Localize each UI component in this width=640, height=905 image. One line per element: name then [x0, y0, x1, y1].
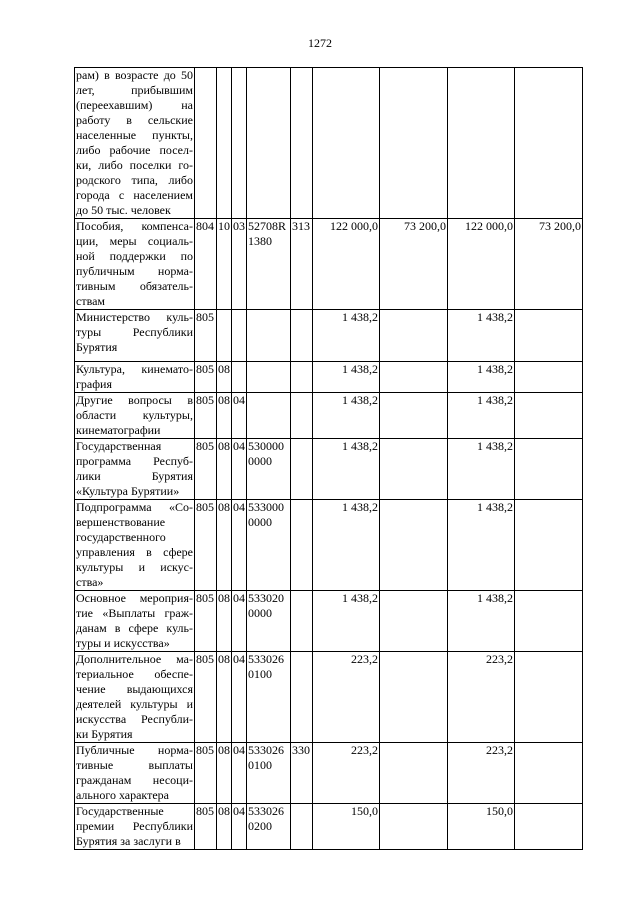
amount-year2-federal-cell: 73 200,0 [515, 219, 583, 310]
section-code-cell [217, 310, 232, 362]
amount-year1-cell: 1 438,2 [313, 591, 380, 652]
table-row [75, 804, 583, 850]
target-article-cell: 530000 0000 [247, 439, 291, 500]
target-article-cell: 533020 0000 [247, 591, 291, 652]
grbs-code-cell: 805 [195, 362, 217, 393]
subsection-code-cell: 04 [232, 652, 247, 743]
section-code-cell: 08 [217, 591, 232, 652]
section-code-cell: 08 [217, 652, 232, 743]
amount-year2-cell: 223,2 [448, 743, 515, 804]
amount-year1-federal-cell [380, 68, 448, 219]
amount-year2-cell: 1 438,2 [448, 310, 515, 362]
amount-year2-federal-cell [515, 393, 583, 439]
subsection-code-cell: 04 [232, 591, 247, 652]
grbs-code-cell [195, 68, 217, 219]
table-row [75, 591, 583, 652]
row-name-cell: Культура, кинемато-графия [76, 362, 193, 391]
amount-year2-cell: 223,2 [448, 652, 515, 743]
table-row [75, 439, 583, 500]
amount-year1-cell: 1 438,2 [313, 362, 380, 393]
amount-year1-federal-cell [380, 439, 448, 500]
table-row [75, 362, 583, 393]
section-code-cell: 08 [217, 362, 232, 393]
expense-type-cell: 313 [291, 219, 313, 310]
grbs-code-cell: 805 [195, 393, 217, 439]
amount-year1-cell: 223,2 [313, 652, 380, 743]
subsection-code-cell: 04 [232, 500, 247, 591]
grbs-code-cell: 805 [195, 591, 217, 652]
subsection-code-cell: 04 [232, 393, 247, 439]
target-article-cell: 533026 0200 [247, 804, 291, 850]
row-name-cell: Основное мероприя-тие «Выплаты граж-данам в сфере куль-туры и искусства» [76, 591, 193, 650]
subsection-code-cell: 04 [232, 743, 247, 804]
amount-year2-cell [448, 68, 515, 219]
amount-year1-federal-cell [380, 652, 448, 743]
grbs-code-cell: 805 [195, 500, 217, 591]
table-row [75, 68, 583, 219]
amount-year1-cell: 1 438,2 [313, 439, 380, 500]
expense-type-cell [291, 804, 313, 850]
row-name-cell: Министерство куль-туры Республики Бурятия [75, 310, 195, 362]
table-row [75, 393, 583, 439]
row-name-cell: Другие вопросы в области культуры, кинематографии [76, 393, 193, 437]
amount-year2-cell: 122 000,0 [448, 219, 515, 310]
expense-type-cell [291, 393, 313, 439]
amount-year2-federal-cell [515, 743, 583, 804]
amount-year1-cell: 122 000,0 [313, 219, 380, 310]
row-name-cell: Дополнительное ма-териальное обеспе-чение выдающихся деятелей культуры и искусства Республи-ки Бурятия [76, 652, 193, 741]
amount-year2-cell: 1 438,2 [448, 362, 515, 393]
target-article-cell [247, 393, 291, 439]
amount-year2-federal-cell [515, 439, 583, 500]
amount-year2-cell: 1 438,2 [448, 393, 515, 439]
section-code-cell: 10 [217, 219, 232, 310]
section-code-cell [217, 68, 232, 219]
target-article-cell [247, 310, 291, 362]
amount-year2-federal-cell [515, 804, 583, 850]
expense-type-cell: 330 [291, 743, 313, 804]
subsection-code-cell: 03 [232, 219, 247, 310]
expense-type-cell [291, 362, 313, 393]
row-name-cell: Пособия, компенса-ции, меры социаль-ной поддержки по публичным норма-тивным обязатель-ствам [76, 219, 193, 308]
section-code-cell: 08 [217, 804, 232, 850]
table-row [75, 500, 583, 591]
row-name-cell: Государственная программа Респуб-лики Бурятия «Культура Бурятии» [76, 439, 193, 498]
grbs-code-cell: 804 [195, 219, 217, 310]
row-name-cell: Публичные норма-тивные выплаты гражданам несоци-ального характера [76, 743, 193, 802]
amount-year1-federal-cell [380, 591, 448, 652]
expense-type-cell [291, 310, 313, 362]
table-row [75, 310, 583, 362]
expense-type-cell [291, 652, 313, 743]
section-code-cell: 08 [217, 743, 232, 804]
grbs-code-cell: 805 [195, 652, 217, 743]
target-article-cell [247, 68, 291, 219]
table-row [75, 219, 583, 310]
row-name-cell: Подпрограмма «Со-вершенствование государственного управления в сфере культуры и искус-ства» [76, 500, 193, 589]
amount-year1-federal-cell [380, 804, 448, 850]
amount-year2-cell: 1 438,2 [448, 500, 515, 591]
expense-type-cell [291, 439, 313, 500]
amount-year2-cell: 150,0 [448, 804, 515, 850]
amount-year1-federal-cell: 73 200,0 [380, 219, 448, 310]
target-article-cell [247, 362, 291, 393]
table-row [75, 652, 583, 743]
grbs-code-cell: 805 [195, 439, 217, 500]
grbs-code-cell: 805 [195, 804, 217, 850]
subsection-code-cell [232, 310, 247, 362]
amount-year2-federal-cell [515, 591, 583, 652]
page-number: 1272 [308, 36, 332, 50]
amount-year1-federal-cell [380, 743, 448, 804]
target-article-cell: 533026 0100 [247, 743, 291, 804]
subsection-code-cell: 04 [232, 804, 247, 850]
expense-type-cell [291, 500, 313, 591]
target-article-cell: 533000 0000 [247, 500, 291, 591]
amount-year2-cell: 1 438,2 [448, 439, 515, 500]
table-row [75, 743, 583, 804]
amount-year2-federal-cell [515, 500, 583, 591]
amount-year2-federal-cell [515, 310, 583, 362]
amount-year2-federal-cell [515, 652, 583, 743]
target-article-cell: 52708R 1380 [247, 219, 291, 310]
section-code-cell: 08 [217, 393, 232, 439]
budget-table [74, 67, 583, 850]
amount-year2-federal-cell [515, 362, 583, 393]
subsection-code-cell [232, 68, 247, 219]
amount-year1-cell [313, 68, 380, 219]
subsection-code-cell: 04 [232, 439, 247, 500]
amount-year1-federal-cell [380, 310, 448, 362]
expense-type-cell [291, 591, 313, 652]
grbs-code-cell: 805 [195, 743, 217, 804]
amount-year1-cell: 1 438,2 [313, 310, 380, 362]
amount-year1-cell: 223,2 [313, 743, 380, 804]
amount-year1-cell: 1 438,2 [313, 500, 380, 591]
row-name-cell: Государственные премии Республики Бурятия за заслуги в [76, 804, 193, 848]
amount-year1-federal-cell [380, 393, 448, 439]
expense-type-cell [291, 68, 313, 219]
grbs-code-cell: 805 [195, 310, 217, 362]
amount-year2-cell: 1 438,2 [448, 591, 515, 652]
amount-year1-federal-cell [380, 362, 448, 393]
subsection-code-cell [232, 362, 247, 393]
section-code-cell: 08 [217, 500, 232, 591]
amount-year1-cell: 1 438,2 [313, 393, 380, 439]
row-name-cell: рам) в возрасте до 50 лет, прибывшим (переехавшим) на работу в сельские населенные пункты, либо рабочие посел-ки, либо поселки го-родского типа, либо города с населением до 50 тыс. человек [76, 68, 193, 217]
amount-year1-cell: 150,0 [313, 804, 380, 850]
amount-year1-federal-cell [380, 500, 448, 591]
target-article-cell: 533026 0100 [247, 652, 291, 743]
section-code-cell: 08 [217, 439, 232, 500]
amount-year2-federal-cell [515, 68, 583, 219]
